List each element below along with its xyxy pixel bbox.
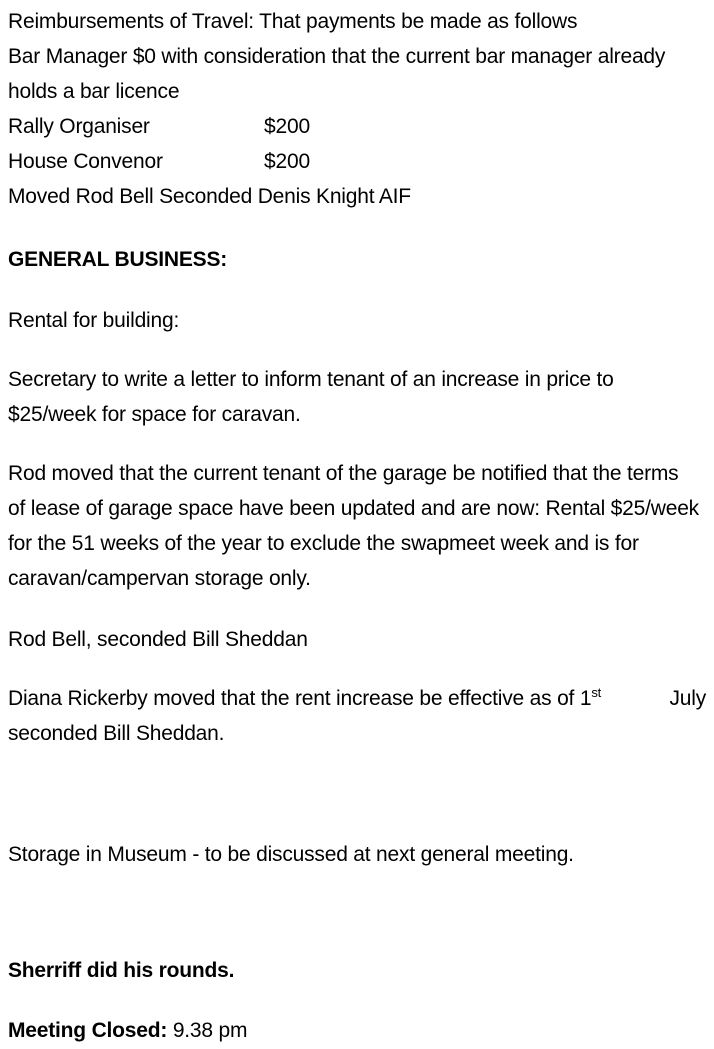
rod-motion-line-2: of lease of garage space have been updated and are now: Rental $25/week — [8, 497, 699, 520]
secretary-line-2: $25/week for space for caravan. — [8, 403, 301, 426]
diana-motion-text — [8, 681, 601, 716]
rod-motion-line-3: for the 51 weeks of the year to exclude the swapmeet week and is for — [8, 532, 639, 555]
reimbursement-item-rally-organiser — [8, 109, 706, 144]
rod-motion-line-4: caravan/campervan storage only. — [8, 567, 311, 590]
rod-seconded: Rod Bell, seconded Bill Sheddan — [8, 628, 308, 651]
storage-note: Storage in Museum - to be discussed at next general meeting. — [8, 843, 574, 866]
ordinal-suffix: st — [591, 685, 602, 700]
diana-motion-main: Diana Rickerby moved that the rent increase be effective as of 1 — [8, 687, 592, 710]
reimbursement-role: House Convenor — [8, 150, 163, 173]
rod-motion-line-1: Rod moved that the current tenant of the garage be notified that the terms — [8, 462, 679, 485]
reimbursement-item-house-convenor — [8, 144, 706, 179]
meeting-closed-time: 9.38 pm — [167, 1019, 248, 1042]
reimbursement-amount: $200 — [264, 115, 310, 138]
reimbursements-heading: Reimbursements of Travel: That payments be made as follows — [8, 10, 578, 33]
rod-motion-paragraph — [8, 456, 706, 596]
reimbursement-amount: $200 — [264, 150, 310, 173]
reimbursement-role: Rally Organiser — [8, 115, 150, 138]
secretary-paragraph — [8, 362, 706, 432]
diana-motion-line-1 — [8, 681, 706, 716]
rental-heading: Rental for building: — [8, 309, 180, 332]
bar-manager-line-2: holds a bar licence — [8, 80, 180, 103]
meeting-closed-label: Meeting Closed: — [8, 1019, 168, 1042]
meeting-closed — [8, 1013, 247, 1048]
diana-motion-line-2: seconded Bill Sheddan. — [8, 722, 225, 745]
general-business-heading: GENERAL BUSINESS: — [8, 248, 228, 271]
sherriff-note: Sherriff did his rounds. — [8, 959, 235, 982]
bar-manager-line-1: Bar Manager $0 with consideration that the current bar manager already — [8, 45, 666, 68]
reimbursements-moved: Moved Rod Bell Seconded Denis Knight AIF — [8, 185, 411, 208]
diana-motion-month: July — [669, 687, 706, 710]
reimbursements-section — [8, 4, 706, 214]
diana-motion-paragraph — [8, 681, 706, 751]
secretary-line-1: Secretary to write a letter to inform tenant of an increase in price to — [8, 368, 614, 391]
